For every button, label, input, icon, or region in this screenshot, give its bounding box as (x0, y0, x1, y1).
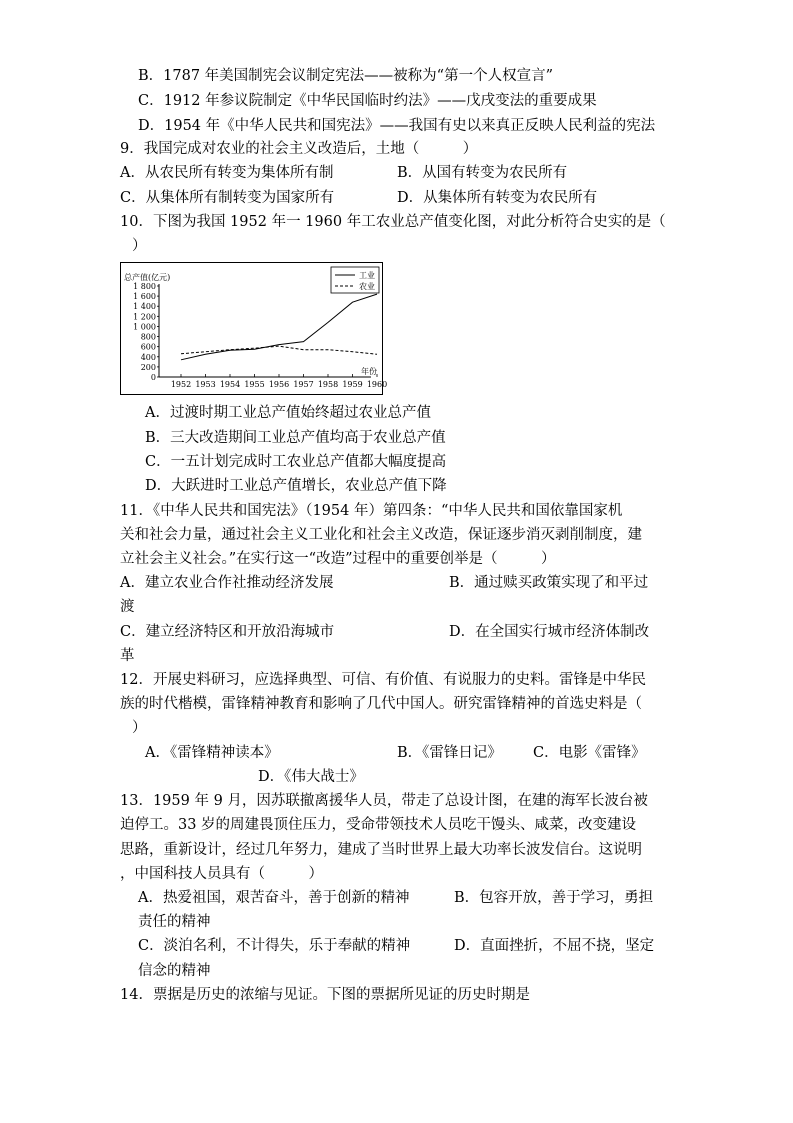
y-tick-label: 0 (150, 373, 156, 382)
y-tick-label: 800 (140, 332, 156, 342)
q12-stem-line3: ） (132, 720, 147, 736)
q13-option-d: D．直面挫折，不屈不挠，坚定 (454, 938, 655, 954)
q11-option-d-wrap: 革 (120, 648, 135, 664)
q13-option-a: A．热爱祖国，艰苦奋斗，善于创新的精神 (138, 890, 410, 906)
q9-option-d: D．从集体所有转变为农民所有 (397, 190, 598, 206)
q12-option-c: C．电影《雷锋》 (533, 745, 646, 761)
y-tick-label: 600 (140, 342, 156, 352)
q11-option-b: B．通过赎买政策实现了和平过 (449, 575, 649, 591)
q8-option-b: B．1787 年美国制宪会议制定宪法——被称为“第一个人权宣言” (138, 68, 553, 84)
x-tick-label: 1955 (244, 380, 265, 389)
y-tick-label: 1 200 (133, 312, 156, 322)
q13-option-d-wrap: 信念的精神 (138, 963, 211, 979)
chart-lines (181, 294, 377, 360)
y-axis-label: 总产值(亿元) (124, 273, 171, 282)
q10-option-b: B．三大改造期间工业总产值均高于农业总产值 (145, 430, 446, 446)
q9-option-c: C．从集体所有制转变为国家所有 (120, 190, 335, 206)
q11-stem-line3: 立社会主义社会。”在实行这一“改造”过程中的重要创举是（ ） (120, 551, 556, 567)
q9-option-b: B．从国有转变为农民所有 (397, 165, 568, 181)
series-line-工业 (181, 294, 377, 360)
q11-option-c: C．建立经济特区和开放沿海城市 (120, 624, 335, 640)
q13-stem-line2: 迫停工。33 岁的周建畏顶住压力，受命带领技术人员吃干馒头、咸菜，改变建设 (120, 817, 637, 833)
q12-option-b: B．《雷锋日记》 (397, 745, 502, 761)
y-tick-label: 1 600 (133, 292, 156, 302)
x-tick-label: 1958 (317, 380, 339, 389)
q13-option-c: C．淡泊名利，不计得失，乐于奉献的精神 (138, 938, 411, 954)
q11-stem-line2: 关和社会力量，通过社会主义工业化和社会主义改造，保证逐步消灭剥削制度，建 (120, 527, 642, 543)
q10-stem-line1: 10．下图为我国 1952 年一 1960 年工农业总产值变化图，对此分析符合史实的是（ (120, 214, 666, 230)
y-tick-label: 200 (140, 362, 156, 372)
q13-option-b: B．包容开放，善于学习，勇担 (454, 890, 654, 906)
chart-ticks (133, 282, 387, 389)
chart-svg (121, 263, 388, 394)
q10-option-a: A．过渡时期工业总产值始终超过农业总产值 (145, 405, 431, 421)
chart-axes (159, 284, 371, 377)
q12-stem-line1: 12．开展史料研习，应选择典型、可信、有价值、有说服力的史料。雷锋是中华民 (120, 672, 646, 688)
x-tick-label: 1953 (195, 380, 216, 389)
legend-label: 工业 (359, 271, 375, 280)
legend-label: 农业 (359, 282, 375, 291)
x-axis-label: 年份 (361, 367, 377, 376)
q12-option-d: D．《伟大战士》 (258, 769, 364, 785)
y-tick-label: 1 800 (133, 282, 156, 291)
q11-option-d: D．在全国实行城市经济体制改 (449, 624, 650, 640)
y-tick-label: 400 (140, 352, 156, 362)
q10-stem-line2: ） (132, 238, 147, 254)
q14-stem: 14．票据是历史的浓缩与见证。下图的票据所见证的历史时期是 (120, 987, 530, 1003)
q13-stem-line1: 13．1959 年 9 月，因苏联撤离援华人员，带走了总设计图，在建的海军长波台被 (120, 793, 648, 809)
q9-stem: 9．我国完成对农业的社会主义改造后，土地（ ） (120, 141, 478, 157)
q12-option-a: A．《雷锋精神读本》 (145, 745, 279, 761)
x-tick-label: 1952 (170, 380, 192, 389)
q9-option-a: A．从农民所有转变为集体所有制 (120, 165, 334, 181)
chart-legend (331, 267, 379, 293)
q11-stem-line1: 11．《中华人民共和国宪法》（1954 年）第四条：“中华人民共和国依靠国家机 (120, 503, 623, 519)
x-tick-label: 1957 (293, 380, 314, 389)
q11-option-b-wrap: 渡 (120, 599, 135, 615)
y-tick-label: 1 000 (133, 322, 156, 332)
q13-stem-line4: ，中国科技人员具有（ ） (120, 866, 323, 882)
x-tick-label: 1956 (268, 380, 290, 389)
y-tick-label: 1 400 (133, 302, 156, 312)
x-tick-label: 1954 (219, 380, 241, 389)
q13-option-b-wrap: 责任的精神 (138, 914, 211, 930)
q10-option-d: D．大跃进时工业总产值增长，农业总产值下降 (145, 478, 447, 494)
q12-stem-line2: 族的时代楷模，雷锋精神教育和影响了几代中国人。研究雷锋精神的首选史料是（ (120, 696, 642, 712)
q10-option-c: C．一五计划完成时工农业总产值都大幅度提高 (145, 454, 447, 470)
x-tick-label: 1960 (366, 380, 388, 389)
q8-option-d: D．1954 年《中华人民共和国宪法》——我国有史以来真正反映人民利益的宪法 (138, 118, 656, 134)
q13-stem-line3: 思路，重新设计，经过几年努力，建成了当时世界上最大功率长波发信台。这说明 (120, 842, 642, 858)
x-tick-label: 1959 (342, 380, 363, 389)
output-value-chart (120, 262, 388, 395)
q11-option-a: A．建立农业合作社推动经济发展 (120, 575, 334, 591)
q8-option-c: C．1912 年参议院制定《中华民国临时约法》——戊戌变法的重要成果 (138, 93, 597, 109)
